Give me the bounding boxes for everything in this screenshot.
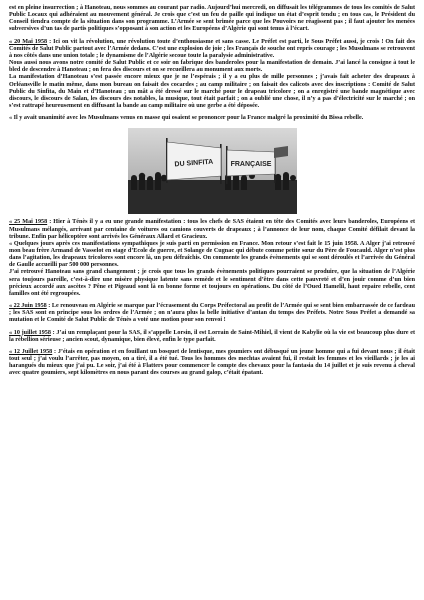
manifestation-photo [128, 128, 297, 214]
paragraph-hanoteau [9, 269, 415, 298]
paragraph-text: est en pleine insurrection ; à Hanoteau, nous sommes au courant par radio. Aujourd’hui mercredi, on diffusait les télégrammes de tous les comités de Salut Public Locaux qui adhéraient au mouvement général. Je crois que c’est un feu de paille qui indique un état d’esprit tendu ; en tous cas, le Président du Conseil tiendra compte de la situation dans son programme. L’Armée se sent brimée parce que les Pouvoirs ne réagissent pas ; il faut ajouter les menées subversives d’un tas de partis politiques s’opposant à son action et les Européens d’Algérie qui sont tenus à l’écart. [9, 5, 415, 33]
banner-right-text: FRANÇAISE [230, 161, 271, 169]
paragraph-10-juillet [9, 330, 415, 344]
paragraph-comite [9, 60, 415, 74]
paragraph-12-juillet [9, 349, 415, 378]
paragraph-text: : J’étais en opération et en fouillant un bosquet de lentisque, mes goumiers ont débusqué un jeune homme qui a fui devant nous ; il était tout seul ; j’ai voulu l’arrêter, pas moyen, on a tiré, il a été tué. Tous les hommes des mechtas avaient fui, il restait les femmes et les vieillards ; je les ai harangués du mieux que j’ai pu. Le soir, j’ai été à Flatters pour commencer le compte des chevaux pour la fantasia du 14 juillet et je suis revenu à cheval avec quatre goumiers, sept kilomètres en nous parant des courses au grand galop, c’était épatant. [9, 348, 415, 377]
paragraph-unanimite [9, 115, 415, 122]
paragraph-text: « Il y avait unanimité avec les Musulmans venus en masse qui osaient se prononcer pour la France malgré la proximité du Bissa rebelle. [9, 115, 364, 122]
paragraph-date: « 20 Mai 1958 [9, 38, 48, 45]
paragraph-manifestation [9, 74, 415, 110]
paragraph-text: J’ai retrouvé Hanoteau sans grand changement ; je crois que tous les grands évènements politiques pourraient se produire, que la situation de l’Algérie sera toujours pareille, c’est-à-dire une misère physique latente sans remède et le sentiment d’être dans cette pauvreté et d’en jouir comme d’un bien précieux accordé aux ascètes ? Pêne et Pigeaud sont là en bonne forme et toujours en opérations. Du côté de l’Oued Hamelil, haut repaire rebelle, cent familles ont été regroupées. [9, 269, 415, 297]
paragraph-text: : J’ai un remplaçant pour la SAS, il s’appelle Lorsin, il est Lorrain de Saint-Mihiel, il vient de Kabylie où la vie est beaucoup plus dure et la rébellion sérieuse ; ancien scout, dynamique, bien élevé, enfin le type parfait. [9, 329, 416, 343]
paragraph-date: « 10 juillet 1958 [9, 329, 51, 336]
photo-container [9, 128, 415, 214]
paragraph-text: : Le renouveau en Algérie se marque par l’écrasement du Corps Préfectoral au profit de l’Armée qui se sent bien embarrassée de ce fardeau ; les SAS sont en principe sous les ordres de l’Armée ; on n’aura plus la belle initiative d’antan du temps des Préfets. Notre Sous Préfet a demandé sa mutation et le Comité de Salut Public de Ténès a voté une motion pour son renvoi ! [9, 303, 415, 324]
paragraph-20-mai [9, 39, 415, 60]
paragraph-text: « Quelques jours après ces manifestations sympathiques je suis parti en permission en France. Mon retour s’est fait le 15 juin 1958. A Alger j’ai retrouvé mon beau frère Armand de Vasselot en stage d’Ecole de guerre, et Solange de Cugnac qui débute comme petite sœur du Père de Foucauld. Alger n’est plus dans l’agitation, les drapeaux tricolores sont encore là, un peu défraîchis. On commente les grands évènements qui se sont déroulés et l’arrivée du Général de Gaulle accueilli par 500 000 personnes. [9, 240, 415, 269]
paragraph-permission [9, 241, 415, 270]
banner-left-text: DU SINFITA [173, 159, 213, 169]
paragraph-25-mai [9, 219, 415, 240]
paragraph-22-juin [9, 303, 415, 324]
paragraph-text: La manifestation d’Hanoteau s’est passée encore mieux que je ne l’espérais ; il y a eu plus de mille personnes ; j’avais fait acheter des drapeaux à Orléansville le matin même, dans mon bureau on faisait des cocardes ; au camp militaire ; on faisait des calicots avec des inscriptions : Comité de Salut Public du Sinfita, du Main et d’Hanoteau ; un mât a été dressé sur le marché pour le drapeau tricolore ; on a enregistré une bande magnétique avec discours, le discours de Salan, les discours des notables, la musique, tout était parfait ; on a oublié une chose, il n’y a pas d’électricité sur le marché ; on s’est rattrapé heureusement en diffusant la bande au camp militaire où une gerbe a été déposée. [9, 74, 415, 110]
paragraph-text: Nous aussi nous avons notre comité de Salut Public et ce soir on fabrique des banderoles pour la manifestation de demain. J’ai lancé la consigne à tout le bled de descendre à Hanoteau ; on fera des discours et on se recueillera au monument aux morts. [9, 60, 415, 74]
paragraph-date: « 22 Juin 1958 [9, 303, 47, 310]
paragraph-text: : Hier à Ténès il y a eu une grande manifestation : tous les chefs de SAS étaient en tête des Comités avec leurs banderoles, Européens et Musulmans mélangés, arrivant par centaine de voitures ou camions couverts de drapeaux ; à l’annonce de leur nom, chaque Comité défilait devant la tribune. Enfin par hélicoptère sont arrivés les Généraux Allard et Gracieux. [9, 219, 415, 240]
paragraph-text: : Ici on vit la révolution, une révolution toute d’enthousiasme et sans casse. Le Préfet est parti, le Sous Préfet aussi, je crois ! On fait des Comités de Salut Public partout avec l’Armée dedans. C’est une explosion de joie ; les Français de souche ont repris courage ; les Musulmans se retrouvent à nos côtés dans une union totale ; le dynamisme de l’Algérie secoue toute la paralysie administrative. [9, 38, 416, 59]
paragraph-date: « 25 Mai 1958 [9, 219, 48, 226]
paragraph-date: « 12 Juillet 1958 [9, 348, 53, 355]
paragraph-intro [9, 5, 415, 34]
